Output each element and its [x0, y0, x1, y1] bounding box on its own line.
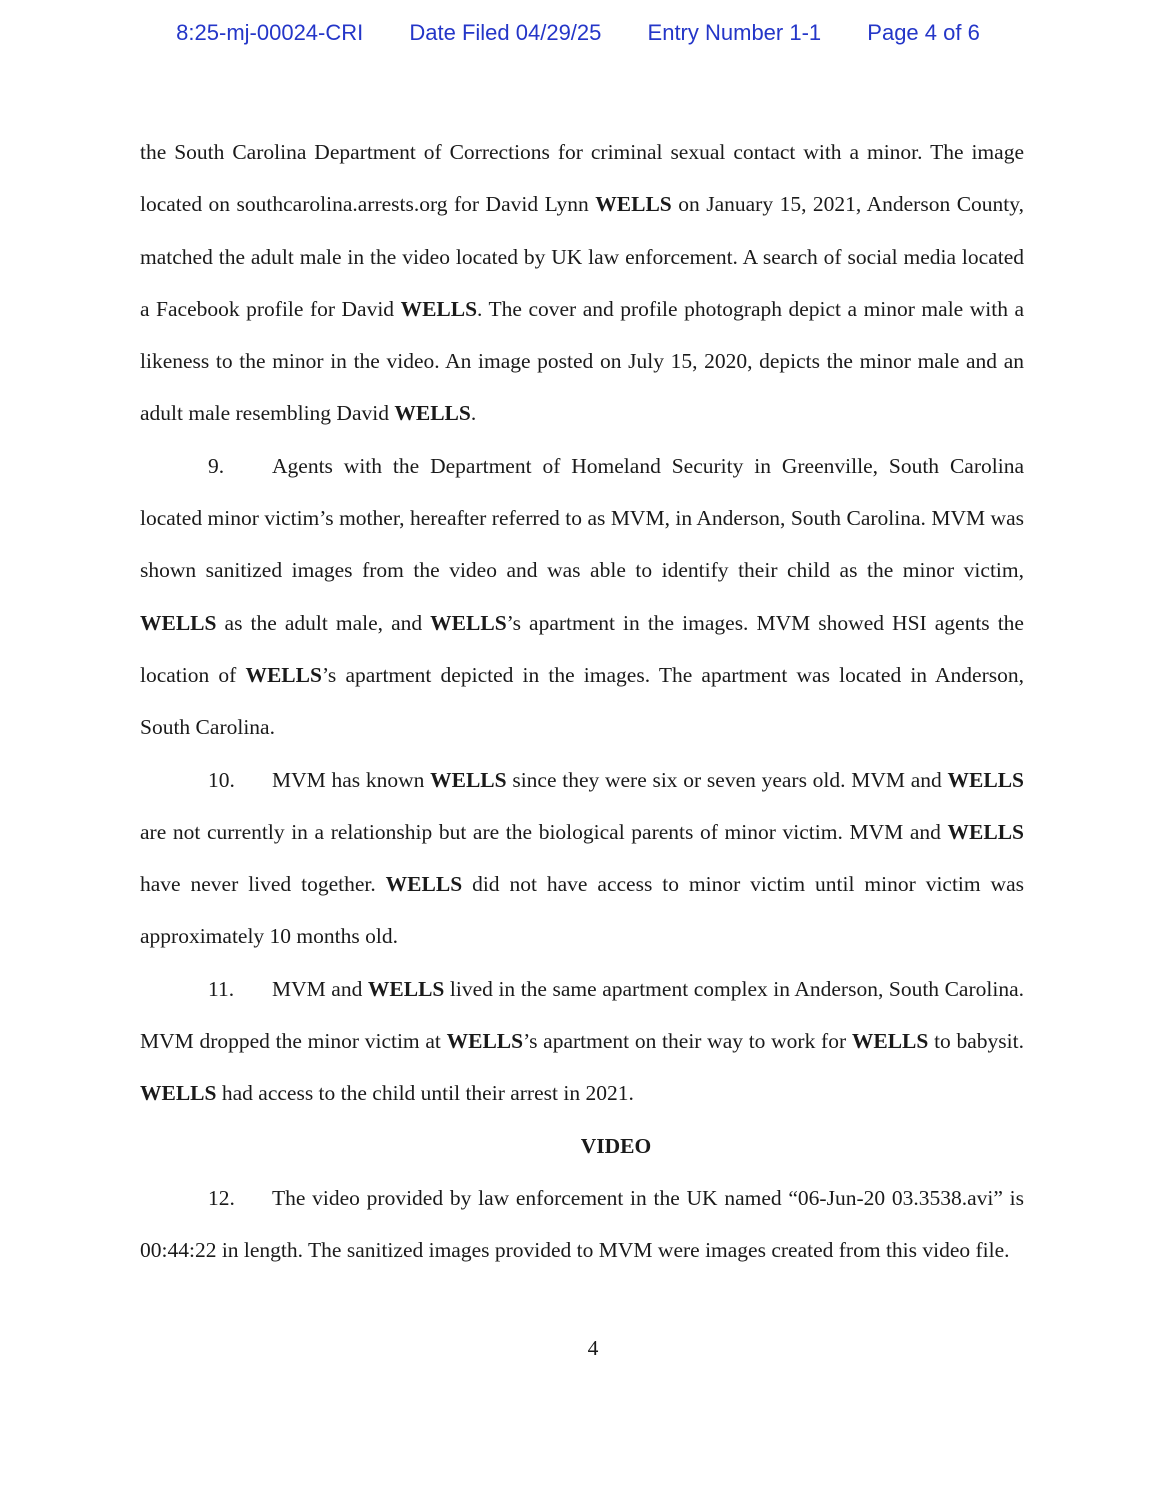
paragraph-number: 9. — [208, 453, 225, 478]
page-number: 4 — [587, 1336, 599, 1360]
document-body — [140, 126, 1024, 1277]
defendant-name: WELLS — [400, 296, 478, 321]
defendant-name: WELLS — [385, 872, 463, 897]
defendant-name: WELLS — [394, 401, 471, 426]
paragraph-12: 12. The video provided by law enforcement in the UK named “06-Jun-20 03.3538.avi” is 00:44:22 in length. The sanitized images provided to MVM were images created from this video file. — [140, 1172, 1024, 1277]
defendant-name: WELLS — [140, 1081, 217, 1106]
filing-stamp-header — [0, 20, 1156, 46]
defendant-name: WELLS — [430, 767, 507, 792]
case-number: 8:25-mj-00024-CRI — [176, 20, 364, 45]
defendant-name: WELLS — [245, 662, 322, 687]
defendant-name: WELLS — [947, 819, 1024, 844]
paragraph-9: 9. Agents with the Department of Homeland Security in Greenville, South Carolina located minor victim’s mother, hereafter referred to as MVM, in Anderson, South Carolina. MVM was shown sanitized images from the video and was able to identify their child as the minor victim, WELLS as the adult male, and WELLS’s apartment in the images. MVM showed HSI agents the location of WELLS’s apartment depicted in the images. The apartment was located in Anderson, South Carolina. — [140, 440, 1024, 754]
defendant-name: WELLS — [947, 767, 1024, 792]
defendant-name: WELLS — [446, 1029, 524, 1054]
defendant-name: WELLS — [595, 192, 672, 217]
page-indicator: Page 4 of 6 — [867, 20, 980, 45]
paragraph-11: 11. MVM and WELLS lived in the same apartment complex in Anderson, South Carolina. MVM dropped the minor victim at WELLS’s apartment on their way to work for WELLS to babysit. WELLS had access to the child until their arrest in 2021. — [140, 963, 1024, 1120]
defendant-name: WELLS — [430, 610, 507, 635]
defendant-name: WELLS — [851, 1029, 929, 1054]
defendant-name: WELLS — [140, 610, 217, 635]
defendant-name: WELLS — [367, 976, 445, 1001]
date-filed: Date Filed 04/29/25 — [409, 20, 602, 45]
paragraph-10: 10. MVM has known WELLS since they were six or seven years old. MVM and WELLS are not currently in a relationship but are the biological parents of minor victim. MVM and WELLS have never lived together. WELLS did not have access to minor victim until minor victim was approximately 10 months old. — [140, 754, 1024, 963]
paragraph-number: 10. — [208, 767, 235, 792]
paragraph-number: 11. — [208, 976, 235, 1001]
entry-number: Entry Number 1-1 — [647, 20, 822, 45]
paragraph-number: 12. — [208, 1185, 235, 1210]
section-heading-video: VIDEO — [580, 1133, 652, 1158]
paragraph-continued: the South Carolina Department of Corrections for criminal sexual contact with a minor. The image located on southcarolina.arrests.org for David Lynn WELLS on January 15, 2021, Anderson County, matched the adult male in the video located by UK law enforcement. A search of social media located a Facebook profile for David WELLS. The cover and profile photograph depict a minor male with a likeness to the minor in the video. An image posted on July 15, 2020, depicts the minor male and an adult male resembling David WELLS. — [140, 140, 1024, 426]
